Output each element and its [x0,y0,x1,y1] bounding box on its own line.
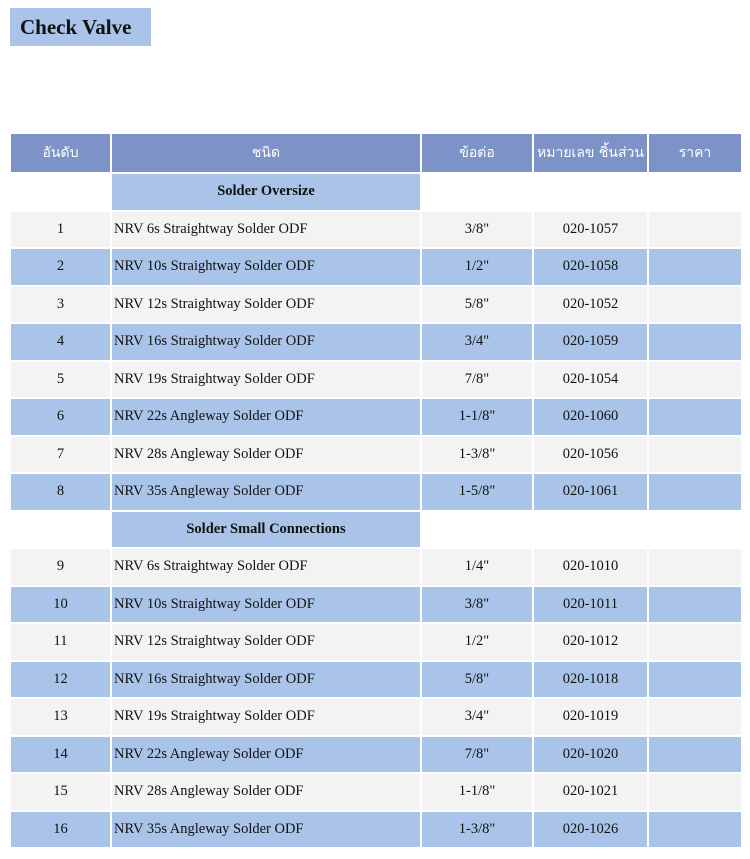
cell-no: 6 [11,399,110,435]
cell-connection: 1/4" [422,549,532,585]
section-spacer [534,512,647,548]
cell-part-no: 020-1061 [534,474,647,510]
section-spacer [534,174,647,210]
table-row [11,699,741,735]
cell-price [649,587,741,623]
cell-type: NRV 6s Straightway Solder ODF [112,212,420,248]
section-label: Solder Oversize [112,174,420,210]
cell-no: 14 [11,737,110,773]
cell-connection: 1/2" [422,249,532,285]
cell-connection: 1/2" [422,624,532,660]
cell-type: NRV 28s Angleway Solder ODF [112,437,420,473]
table-row [11,662,741,698]
cell-connection: 3/8" [422,212,532,248]
product-table [9,132,743,849]
cell-price [649,774,741,810]
cell-price [649,249,741,285]
cell-price [649,549,741,585]
cell-type: NRV 28s Angleway Solder ODF [112,774,420,810]
cell-part-no: 020-1011 [534,587,647,623]
cell-type: NRV 10s Straightway Solder ODF [112,249,420,285]
cell-connection: 3/4" [422,324,532,360]
cell-type: NRV 35s Angleway Solder ODF [112,474,420,510]
cell-no: 1 [11,212,110,248]
cell-connection: 1-5/8" [422,474,532,510]
table-body [11,174,741,847]
cell-part-no: 020-1059 [534,324,647,360]
cell-part-no: 020-1060 [534,399,647,435]
section-row [11,512,741,548]
cell-no: 12 [11,662,110,698]
cell-type: NRV 6s Straightway Solder ODF [112,549,420,585]
cell-no: 5 [11,362,110,398]
cell-price [649,699,741,735]
header-row [11,134,741,172]
cell-connection: 7/8" [422,362,532,398]
header-part-no: หมายเลข ชิ้นส่วน [534,134,647,172]
cell-no: 7 [11,437,110,473]
table-row [11,587,741,623]
cell-price [649,399,741,435]
cell-price [649,474,741,510]
section-label: Solder Small Connections [112,512,420,548]
cell-no: 2 [11,249,110,285]
cell-no: 8 [11,474,110,510]
cell-connection: 1-1/8" [422,399,532,435]
cell-part-no: 020-1012 [534,624,647,660]
table-row [11,437,741,473]
cell-price [649,324,741,360]
cell-type: NRV 12s Straightway Solder ODF [112,287,420,323]
cell-no: 13 [11,699,110,735]
cell-no: 10 [11,587,110,623]
table-row [11,362,741,398]
header-type: ชนิด [112,134,420,172]
cell-price [649,812,741,848]
section-spacer [649,512,741,548]
table-row [11,287,741,323]
table-row [11,212,741,248]
cell-no: 11 [11,624,110,660]
cell-price [649,737,741,773]
section-row [11,174,741,210]
cell-type: NRV 19s Straightway Solder ODF [112,362,420,398]
cell-type: NRV 12s Straightway Solder ODF [112,624,420,660]
cell-price [649,362,741,398]
cell-part-no: 020-1019 [534,699,647,735]
cell-type: NRV 16s Straightway Solder ODF [112,324,420,360]
cell-connection: 1-3/8" [422,437,532,473]
table-row [11,399,741,435]
cell-connection: 3/4" [422,699,532,735]
cell-part-no: 020-1056 [534,437,647,473]
cell-price [649,437,741,473]
cell-part-no: 020-1054 [534,362,647,398]
cell-type: NRV 22s Angleway Solder ODF [112,399,420,435]
cell-type: NRV 35s Angleway Solder ODF [112,812,420,848]
cell-price [649,624,741,660]
header-price: ราคา [649,134,741,172]
table-row [11,624,741,660]
cell-connection: 1-1/8" [422,774,532,810]
table-row [11,774,741,810]
page-title: Check Valve [10,8,151,46]
table-row [11,474,741,510]
cell-price [649,662,741,698]
table-row [11,549,741,585]
cell-part-no: 020-1057 [534,212,647,248]
cell-connection: 5/8" [422,287,532,323]
section-spacer [422,512,532,548]
cell-part-no: 020-1021 [534,774,647,810]
section-spacer [422,174,532,210]
cell-part-no: 020-1010 [534,549,647,585]
section-spacer [11,512,110,548]
cell-type: NRV 19s Straightway Solder ODF [112,699,420,735]
table-row [11,249,741,285]
table-row [11,324,741,360]
cell-connection: 1-3/8" [422,812,532,848]
cell-type: NRV 22s Angleway Solder ODF [112,737,420,773]
section-spacer [11,174,110,210]
cell-part-no: 020-1020 [534,737,647,773]
cell-connection: 3/8" [422,587,532,623]
cell-part-no: 020-1026 [534,812,647,848]
cell-price [649,287,741,323]
cell-type: NRV 16s Straightway Solder ODF [112,662,420,698]
cell-no: 4 [11,324,110,360]
cell-no: 15 [11,774,110,810]
section-spacer [649,174,741,210]
cell-part-no: 020-1052 [534,287,647,323]
cell-no: 9 [11,549,110,585]
cell-connection: 5/8" [422,662,532,698]
cell-no: 3 [11,287,110,323]
cell-type: NRV 10s Straightway Solder ODF [112,587,420,623]
header-no: อันดับ [11,134,110,172]
header-connection: ข้อต่อ [422,134,532,172]
cell-part-no: 020-1058 [534,249,647,285]
table-row [11,812,741,848]
table-row [11,737,741,773]
cell-part-no: 020-1018 [534,662,647,698]
cell-price [649,212,741,248]
cell-connection: 7/8" [422,737,532,773]
cell-no: 16 [11,812,110,848]
